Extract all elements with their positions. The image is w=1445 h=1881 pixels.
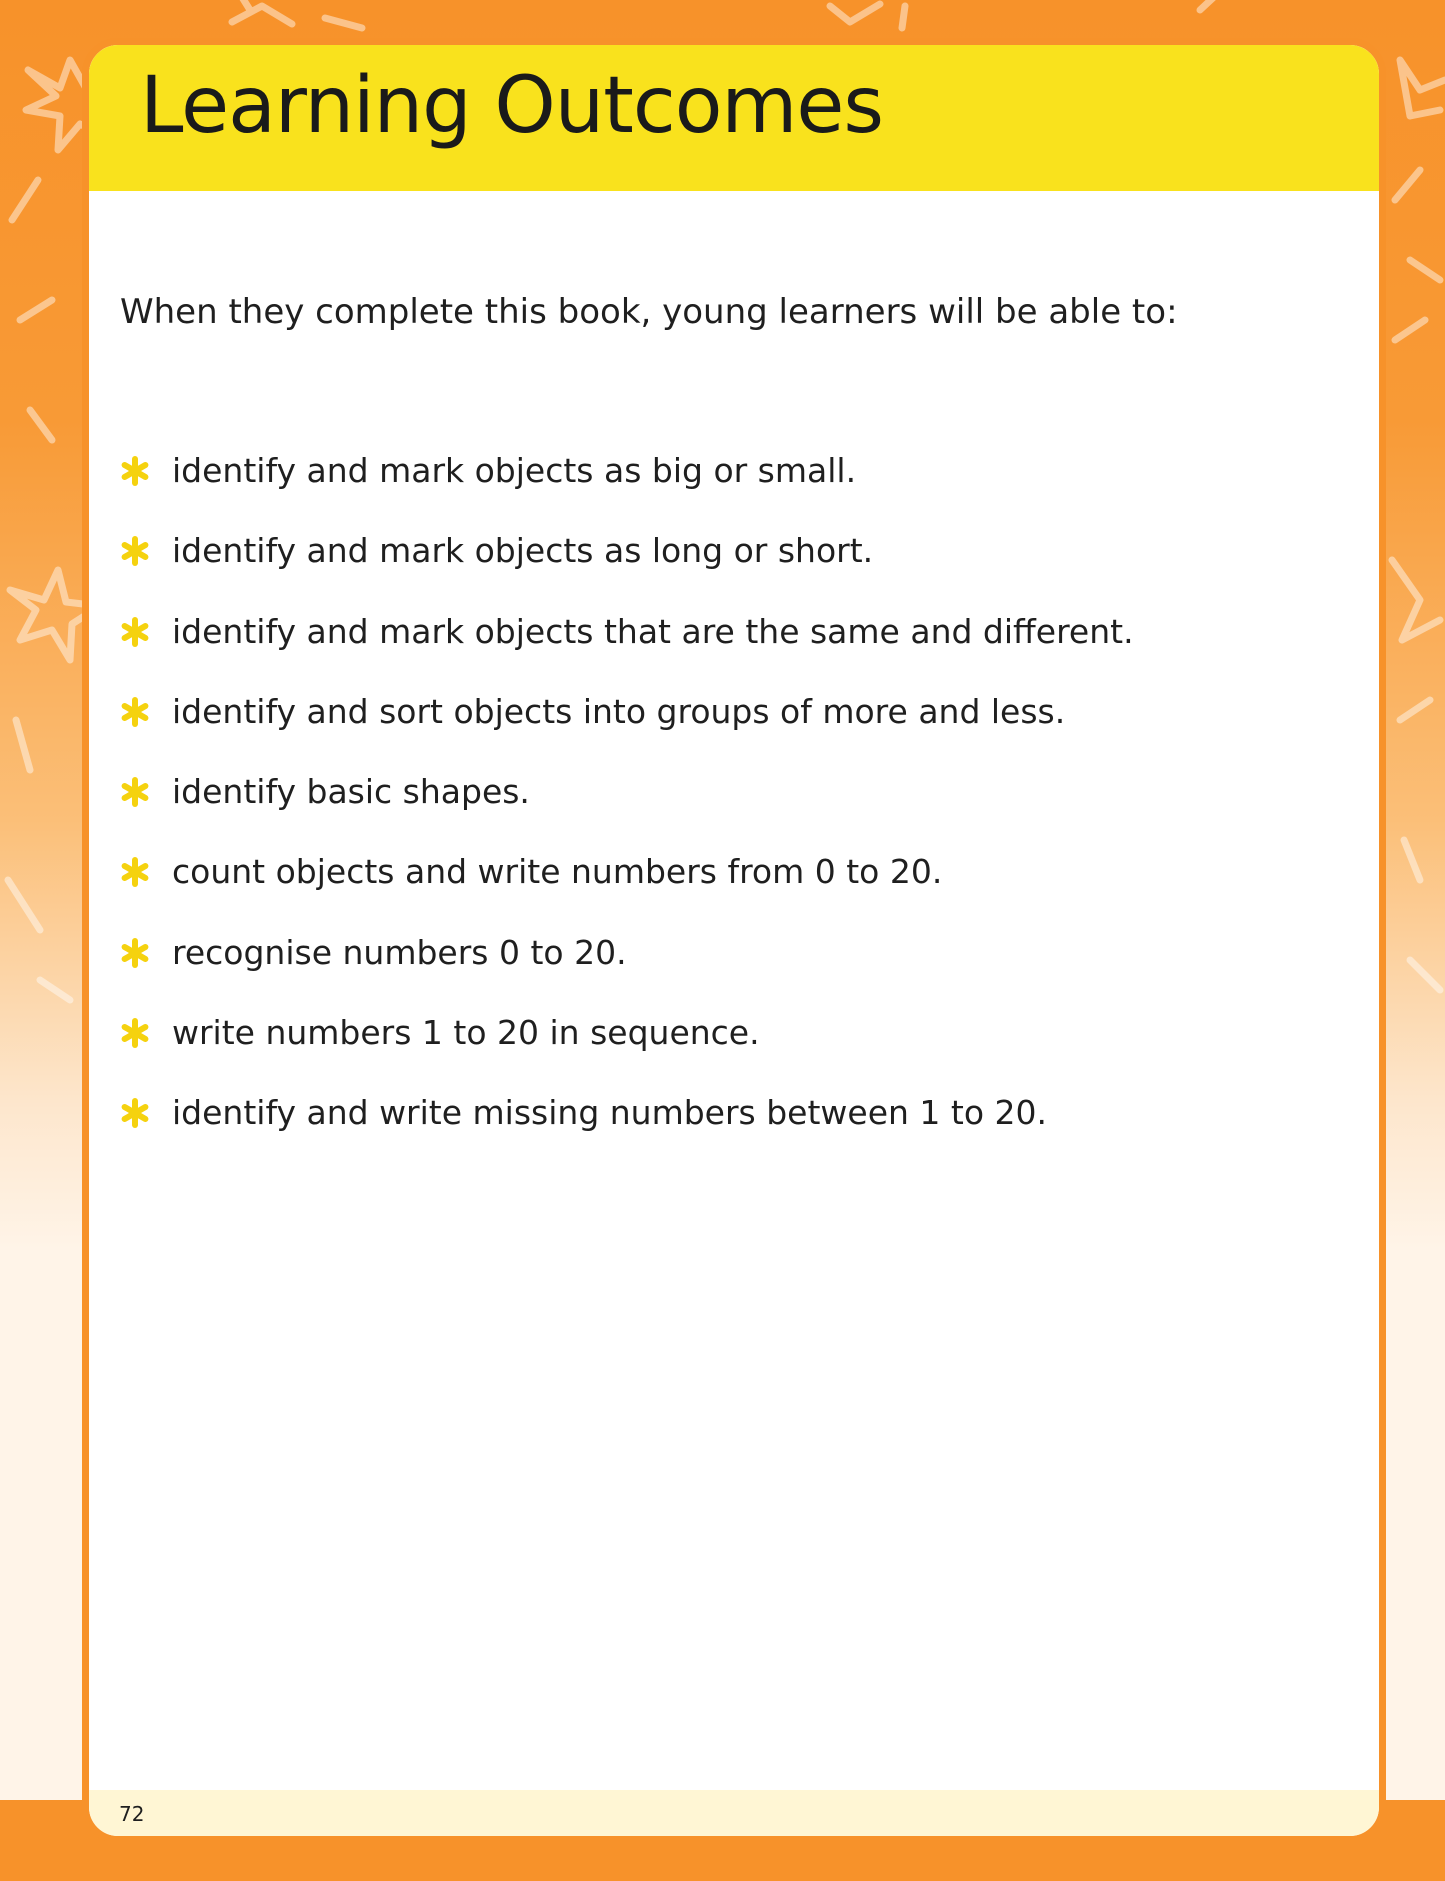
- outcome-text: identify basic shapes.: [172, 772, 530, 812]
- asterisk-bullet-icon: [120, 933, 172, 973]
- list-item: [120, 531, 1134, 611]
- outcome-text: identify and mark objects that are the same and different.: [172, 611, 1134, 651]
- list-item: [120, 1013, 1134, 1093]
- footer-strip: [89, 1790, 1379, 1836]
- list-item: [120, 852, 1134, 932]
- outcome-text: identify and mark objects as long or short.: [172, 531, 874, 571]
- outcome-text: write numbers 1 to 20 in sequence.: [172, 1013, 760, 1053]
- page-title: Learning Outcomes: [140, 61, 884, 151]
- outcome-text: recognise numbers 0 to 20.: [172, 932, 627, 972]
- outcome-text: identify and sort objects into groups of more and less.: [172, 691, 1066, 731]
- list-item: [120, 933, 1134, 1013]
- asterisk-bullet-icon: [120, 451, 172, 491]
- list-item: [120, 772, 1134, 852]
- outcome-text: identify and mark objects as big or small.: [172, 451, 857, 490]
- list-item: [120, 692, 1134, 772]
- outcome-text: count objects and write numbers from 0 to 20.: [172, 852, 943, 892]
- asterisk-bullet-icon: [120, 852, 172, 892]
- asterisk-bullet-icon: [120, 692, 172, 732]
- asterisk-bullet-icon: [120, 772, 172, 812]
- list-item: [120, 451, 1134, 531]
- intro-text: When they complete this book, young learners will be able to:: [120, 292, 1178, 332]
- outcomes-list: [120, 451, 1134, 1174]
- asterisk-bullet-icon: [120, 531, 172, 571]
- content-card: [82, 38, 1386, 1843]
- asterisk-bullet-icon: [120, 1093, 172, 1133]
- page-number: 72: [119, 1802, 145, 1826]
- outcome-text: identify and write missing numbers between 1 to 20.: [172, 1093, 1047, 1133]
- list-item: [120, 1093, 1134, 1173]
- title-banner: [89, 45, 1379, 191]
- asterisk-bullet-icon: [120, 1013, 172, 1053]
- list-item: [120, 612, 1134, 692]
- asterisk-bullet-icon: [120, 612, 172, 652]
